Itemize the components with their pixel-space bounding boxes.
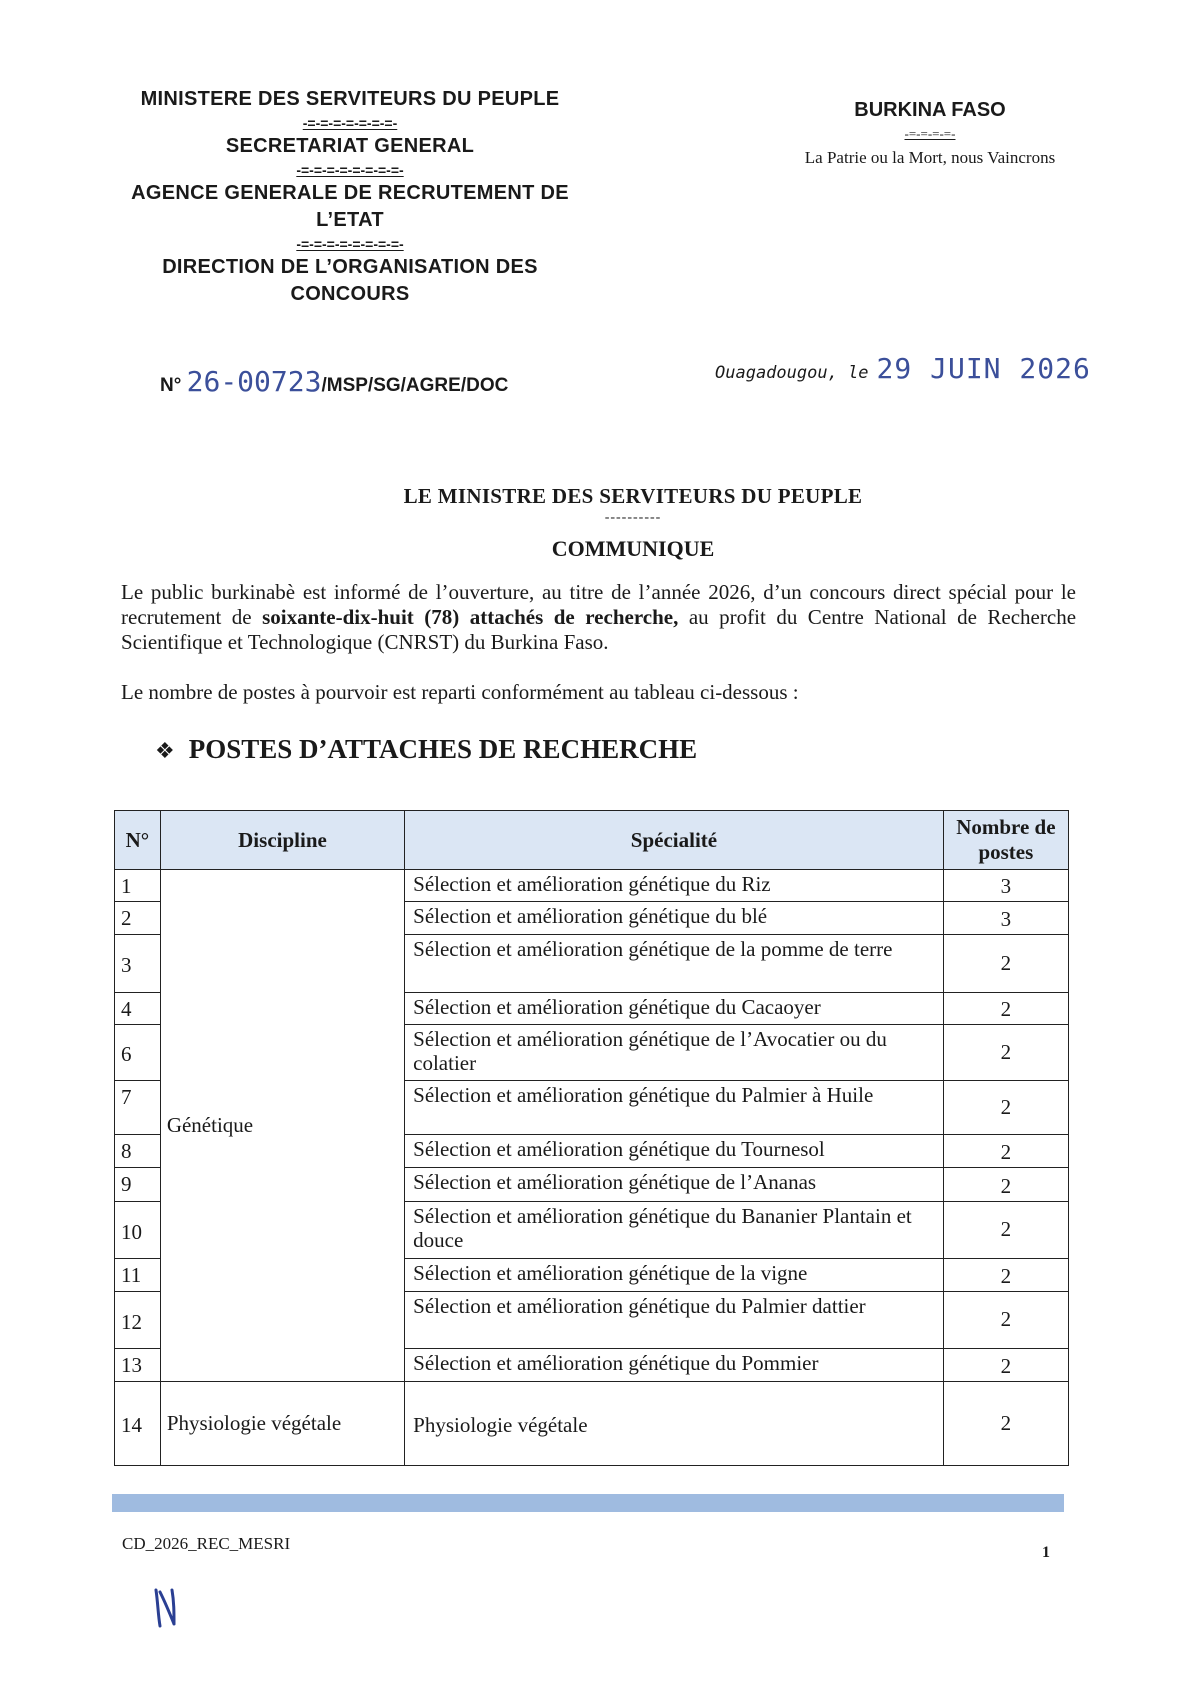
row-number: 9: [115, 1168, 161, 1202]
handwritten-initials: [152, 1584, 182, 1639]
positions-table: [114, 810, 1069, 1466]
count-cell: 3: [943, 902, 1068, 935]
table-row: [115, 870, 1069, 902]
count-cell: 2: [943, 1259, 1068, 1292]
page-number: 1: [1042, 1544, 1050, 1561]
specialty-cell: Sélection et amélioration génétique de la vigne: [405, 1259, 944, 1292]
count-cell: 3: [943, 870, 1068, 902]
section-heading: [155, 734, 697, 765]
specialty-cell: Sélection et amélioration génétique du Palmier à Huile: [405, 1081, 944, 1135]
count-cell: 2: [943, 935, 1068, 993]
specialty-cell: Sélection et amélioration génétique du Tournesol: [405, 1135, 944, 1168]
count-cell: 2: [943, 1349, 1068, 1382]
row-number: 11: [115, 1259, 161, 1292]
separator: -=-=-=-=-=-=-=-: [302, 115, 398, 131]
row-number: 6: [115, 1025, 161, 1081]
signature-mark-icon: [152, 1584, 182, 1630]
row-number: 7: [115, 1081, 161, 1135]
count-cell: 2: [943, 1081, 1068, 1135]
row-number: 12: [115, 1292, 161, 1349]
specialty-cell: Physiologie végétale: [405, 1382, 944, 1466]
section-title: POSTES D’ATTACHES DE RECHERCHE: [188, 734, 698, 764]
specialty-cell: Sélection et amélioration génétique du Bananier Plantain et douce: [405, 1202, 944, 1259]
count-cell: 2: [943, 993, 1068, 1025]
document-code: CD_2026_REC_MESRI: [122, 1534, 291, 1553]
specialty-cell: Sélection et amélioration génétique de la pomme de terre: [405, 935, 944, 993]
count-cell: 2: [943, 1168, 1068, 1202]
country-name: BURKINA FASO: [854, 99, 1006, 121]
date-line: [715, 352, 1091, 385]
count-cell: 2: [943, 1382, 1068, 1466]
discipline-cell: Physiologie végétale: [160, 1382, 404, 1466]
paragraph-text: au profit du Centre National de Recherche Scientifique et Technologique (CNRST) du Burkina Faso.: [121, 605, 1077, 654]
national-motto: La Patrie ou la Mort, nous Vaincrons: [804, 148, 1056, 167]
row-number: 8: [115, 1135, 161, 1168]
row-number: 3: [115, 935, 161, 993]
count-cell: 2: [943, 1135, 1068, 1168]
ministry-name: MINISTERE DES SERVITEURS DU PEUPLE: [140, 88, 560, 110]
specialty-cell: Sélection et amélioration génétique de l’Avocatier ou du colatier: [405, 1025, 944, 1081]
header-discipline: Discipline: [160, 811, 404, 870]
count-cell: 2: [943, 1025, 1068, 1081]
discipline-cell: Génétique: [160, 870, 404, 1382]
specialty-cell: Sélection et amélioration génétique du Palmier dattier: [405, 1292, 944, 1349]
date-prefix: Ouagadougou, le: [715, 363, 869, 383]
row-number: 10: [115, 1202, 161, 1259]
reference-prefix: N°: [160, 375, 182, 396]
header-num: N°: [115, 811, 161, 870]
country-block: [760, 96, 1100, 170]
distribution-paragraph: Le nombre de postes à pourvoir est reparti conformément au tableau ci-dessous :: [121, 680, 799, 704]
date-stamp: 29 JUIN 2026: [876, 352, 1091, 385]
specialty-cell: Sélection et amélioration génétique du Riz: [405, 870, 944, 902]
paragraph-emphasis: soixante-dix-huit (78) attachés de recherche,: [262, 605, 679, 629]
reference-number: [160, 365, 508, 398]
document-title: COMMUNIQUE: [551, 536, 715, 561]
specialty-cell: Sélection et amélioration génétique du Pommier: [405, 1349, 944, 1382]
header-nombre: Nombre de postes: [943, 811, 1068, 870]
direction-name-line2: CONCOURS: [290, 283, 410, 305]
specialty-cell: Sélection et amélioration génétique du Cacaoyer: [405, 993, 944, 1025]
title-separator: ----------: [604, 510, 662, 525]
paragraph-text: Le public burkinabè est informé de l’ouverture, au titre de l’année 2026, d’un concours direct spécial pour le recrutement de: [121, 580, 1076, 629]
minister-title: LE MINISTRE DES SERVITEURS DU PEUPLE: [403, 484, 863, 508]
count-cell: 2: [943, 1202, 1068, 1259]
separator: -=-=-=-=-=-=-=-=-: [296, 162, 404, 178]
issuer-block: [110, 86, 590, 308]
footer-bar: [112, 1494, 1064, 1512]
separator: -=-=-=-=-: [904, 126, 956, 141]
diamond-bullet-icon: ❖: [155, 739, 175, 764]
direction-name-line1: DIRECTION DE L’ORGANISATION DES: [162, 256, 538, 278]
specialty-cell: Sélection et amélioration génétique du blé: [405, 902, 944, 935]
count-cell: 2: [943, 1292, 1068, 1349]
separator: -=-=-=-=-=-=-=-=-: [296, 236, 404, 252]
table-row: [115, 1382, 1069, 1466]
row-number: 13: [115, 1349, 161, 1382]
row-number: 2: [115, 902, 161, 935]
agency-name-line1: AGENCE GENERALE DE RECRUTEMENT DE: [131, 182, 569, 204]
specialty-cell: Sélection et amélioration génétique de l’Ananas: [405, 1168, 944, 1202]
reference-suffix: /MSP/SG/AGRE/DOC: [321, 375, 509, 396]
table-header-row: [115, 811, 1069, 870]
secretariat-name: SECRETARIAT GENERAL: [225, 135, 475, 157]
row-number: 1: [115, 870, 161, 902]
agency-name-line2: L’ETAT: [316, 209, 384, 231]
row-number: 14: [115, 1382, 161, 1466]
row-number: 4: [115, 993, 161, 1025]
header-specialite: Spécialité: [405, 811, 944, 870]
announcement-paragraph: [121, 580, 1076, 655]
reference-stamp: 26-00723: [186, 365, 322, 398]
